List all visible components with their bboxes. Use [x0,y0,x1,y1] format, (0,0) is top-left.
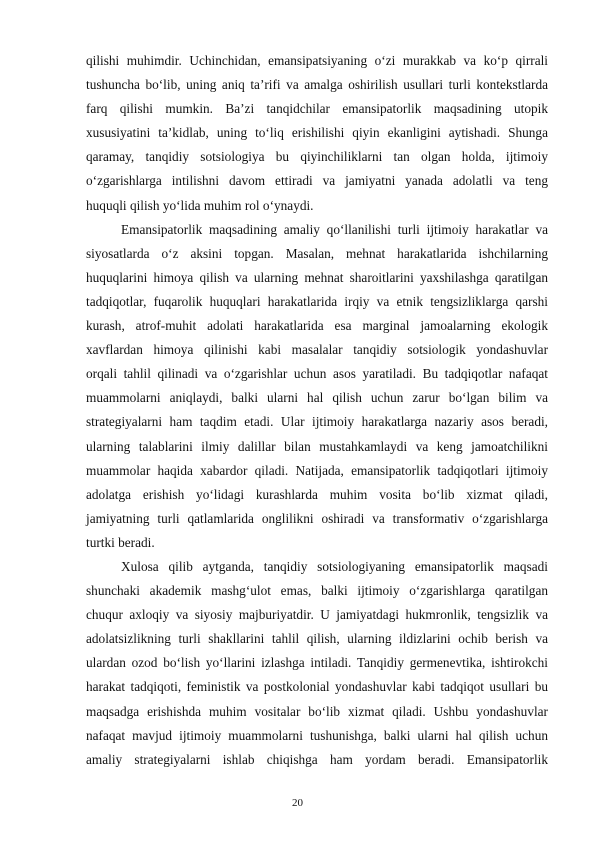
paragraph-line: strategiyalarni ham taqdim etadi. Ular ijtimoiy harakatlarga nazariy asos beradi, [86,414,548,430]
paragraph-line: ulardan ozod bo‘lish yo‘llarini izlashga intiladi. Tanqidiy germenevtika, ishtirokchi [86,655,548,671]
paragraph-line: huquqli qilish yo‘lida muhim rol o‘ynaydi. [86,197,314,213]
paragraph-line: tadqiqotlar, fuqarolik huquqlari harakatlarida irqiy va etnik tengsizliklarga qarshi [86,293,548,309]
paragraph-line: xususiyatini ta’kidlab, uning to‘liq erishilishi qiyin ekanligini aytishadi. Shunga [86,125,548,141]
paragraph-line: shunchaki akademik mashg‘ulot emas, balki ijtimoiy o‘zgarishlarga qaratilgan [86,583,548,599]
paragraph-line: jamiyatning turli qatlamlarida onglilikni oshiradi va transformativ o‘zgarishlarga [86,510,548,526]
paragraph-line: farq qilishi mumkin. Ba’zi tanqidchilar emansipatorlik maqsadining utopik [86,101,548,117]
paragraph-line: harakat tadqiqoti, feministik va postkolonial yondashuvlar kabi tadqiqot usullari bu [86,679,548,695]
paragraph-line: turtki beradi. [86,534,155,550]
paragraph-line: siyosatlarda o‘z aksini topgan. Masalan, mehnat harakatlarida ishchilarning [86,245,548,261]
paragraph-line: muammolar haqida xabardor qiladi. Natijada, emansipatorlik tadqiqotlari ijtimoiy [86,462,548,478]
paragraph-line: tushuncha bo‘lib, uning aniq ta’rifi va amalga oshirilish usullari turli kontekstlarda [86,77,548,93]
paragraph-line: maqsadga erishishda muhim vositalar bo‘lib xizmat qiladi. Ushbu yondashuvlar [86,703,548,719]
paragraph-line: adolatsizlikning turli shakllarini tahlil qilish, ularning ildizlarini ochib berish va [86,631,548,647]
paragraph-line: qilishi muhimdir. Uchinchidan, emansipatsiyaning o‘zi murakkab va ko‘p qirrali [86,53,548,68]
paragraph-line: o‘zgarishlarga intilishni davom ettiradi va jamiyatni yanada adolatli va teng [86,173,548,189]
page-number: 20 [292,797,303,809]
paragraph-3 [86,555,548,772]
paragraph-2 [86,218,548,555]
paragraph-line: qaramay, tanqidiy sotsiologiya bu qiyinchiliklarni tan olgan holda, ijtimoiy [86,149,548,165]
paragraph-line: Xulosa qilib aytganda, tanqidiy sotsiologiyaning emansipatorlik maqsadi [121,558,548,574]
paragraph-line: ularning talablarini ilmiy dalillar bilan mustahkamlaydi va keng jamoatchilikni [86,438,548,454]
paragraph-line: Emansipatorlik maqsadining amaliy qo‘llanilishi turli ijtimoiy harakatlar va [121,221,548,237]
paragraph-line: adolatga erishish yo‘lidagi kurashlarda muhim vosita bo‘lib xizmat qiladi, [86,486,548,502]
paragraph-line: orqali tahlil qilinadi va o‘zgarishlar uchun asos yaratiladi. Bu tadqiqotlar nafaqat [86,366,548,382]
paragraph-line: amaliy strategiyalarni ishlab chiqishga ham yordam beradi. Emansipatorlik [86,751,548,767]
paragraph-line: xavflardan himoya qilinishi kabi masalalar tanqidiy sotsiologik yondashuvlar [86,342,548,358]
paragraph-1 [86,49,548,218]
body-text [86,49,548,772]
paragraph-line: chuqur axloqiy va siyosiy majburiyatdir. U jamiyatdagi hukmronlik, tengsizlik va [86,607,548,623]
paragraph-line: huquqlarini himoya qilish va ularning mehnat sharoitlarini yaxshilashga qaratilgan [86,269,548,285]
paragraph-line: kurash, atrof-muhit adolati harakatlarida esa marginal jamoalarning ekologik [86,318,548,334]
paragraph-line: muammolarni aniqlaydi, balki ularni hal qilish uchun zarur bo‘lgan bilim va [86,390,548,406]
paragraph-line: nafaqat mavjud ijtimoiy muammolarni tushunishga, balki ularni hal qilish uchun [86,727,548,743]
